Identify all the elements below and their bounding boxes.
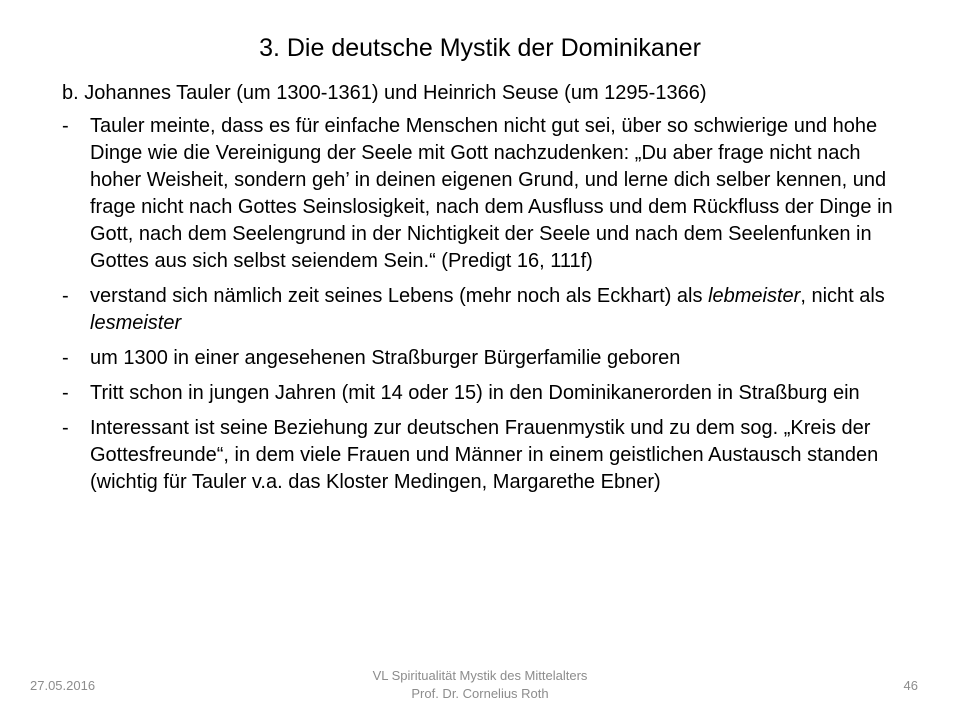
bullet-marker: - [62,115,69,137]
bullet-item [62,345,912,372]
footer-author: Prof. Dr. Cornelius Roth [411,686,549,701]
bullet-item [62,113,912,275]
bullet-item [62,415,912,496]
slide-title: 3. Die deutsche Mystik der Dominikaner [259,34,701,62]
bullet-text-part: verstand sich nämlich zeit seines Lebens (mehr noch als Eckhart) als [90,285,709,307]
bullet-text: um 1300 in einer angesehenen Straßburger Bürgerfamilie geboren [90,347,681,369]
bullet-marker: - [62,382,69,404]
bullet-item [62,380,912,407]
footer-course-info [0,667,960,703]
bullet-marker: - [62,417,69,439]
slide-number: 46 [903,678,918,693]
slide-content [62,80,912,504]
bullet-text-part: , nicht als [800,285,885,307]
bullet-item [62,283,912,337]
bullet-marker: - [62,285,69,307]
slide-subtitle: b. Johannes Tauler (um 1300-1361) und Heinrich Seuse (um 1295-1366) [62,82,707,104]
footer-course-title: VL Spiritualität Mystik des Mittelalters [372,668,588,683]
footer-date: 27.05.2016 [30,678,96,693]
bullet-text: Tauler meinte, dass es für einfache Menschen nicht gut sei, über so schwierige und hohe Dinge wie die Vereinigung der Seele mit Gott nachzudenken: „Du aber frage nicht nach hoher Weisheit, sondern geh’ in deinen eigenen Grund, und lerne dich selber kennen, und frage nicht nach Gottes Seinslosigkeit, nach dem Ausfluss und dem Rückfluss der Dinge in Gott, nach dem Seelengrund in der Nichtigkeit der Seele und nach dem Seelenfunken in Gottes aus sich selbst seiendem Sein.“ (Predigt 16, 111f) [90,115,893,272]
bullet-italic-term: lebmeister [708,285,801,307]
bullet-marker: - [62,347,69,369]
bullet-text: Interessant ist seine Beziehung zur deutschen Frauenmystik und zu dem sog. „Kreis der Gottesfreunde“, in dem viele Frauen und Männer in einem geistlichen Austausch standen (wichtig für Tauler v.a. das Kloster Medingen, Margarethe Ebner) [90,417,879,493]
bullet-text [90,283,912,337]
bullet-italic-term: lesmeister [90,312,182,334]
bullet-text: Tritt schon in jungen Jahren (mit 14 oder 15) in den Dominikanerorden in Straßburg ein [90,382,860,404]
